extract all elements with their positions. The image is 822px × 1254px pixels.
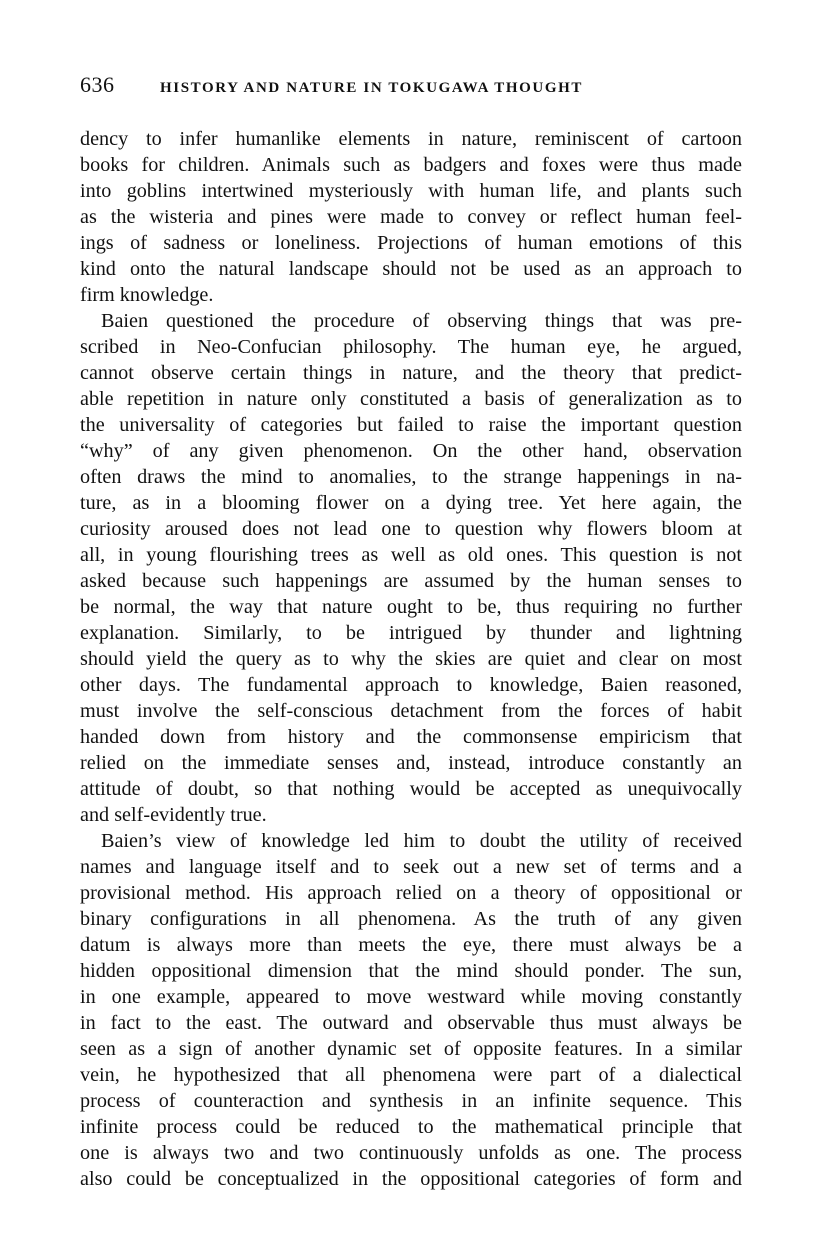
book-page (80, 72, 742, 1192)
text-line: dency to infer humanlike elements in nature, reminiscent of cartoon (80, 128, 742, 150)
text-line: as the wisteria and pines were made to convey or reflect human feel- (80, 206, 742, 228)
running-title: HISTORY AND NATURE IN TOKUGAWA THOUGHT (160, 80, 583, 96)
text-line: explanation. Similarly, to be intrigued by thunder and lightning (80, 622, 742, 644)
text-line: firm knowledge. (80, 284, 214, 306)
text-line: relied on the immediate senses and, instead, introduce constantly an (80, 752, 742, 774)
text-line: should yield the query as to why the skies are quiet and clear on most (80, 648, 742, 670)
paragraph (80, 126, 742, 308)
text-line: cannot observe certain things in nature, and the theory that predict- (80, 362, 742, 384)
text-line: be normal, the way that nature ought to be, thus requiring no further (80, 596, 742, 618)
text-line: attitude of doubt, so that nothing would be accepted as unequivocally (80, 778, 742, 800)
text-line: seen as a sign of another dynamic set of opposite features. In a similar (80, 1038, 742, 1060)
text-line: Baien’s view of knowledge led him to doubt the utility of received (101, 830, 742, 852)
text-line: process of counteraction and synthesis in an infinite sequence. This (80, 1090, 742, 1112)
text-line: also could be conceptualized in the oppositional categories of form and (80, 1168, 742, 1190)
text-line: must involve the self-conscious detachment from the forces of habit (80, 700, 742, 722)
text-line: curiosity aroused does not lead one to question why flowers bloom at (80, 518, 742, 540)
text-line: hidden oppositional dimension that the mind should ponder. The sun, (80, 960, 742, 982)
text-line: ings of sadness or loneliness. Projections of human emotions of this (80, 232, 742, 254)
text-line: “why” of any given phenomenon. On the other hand, observation (80, 440, 742, 462)
text-line: kind onto the natural landscape should not be used as an approach to (80, 258, 742, 280)
text-line: in fact to the east. The outward and observable thus must always be (80, 1012, 742, 1034)
text-line: Baien questioned the procedure of observing things that was pre- (101, 310, 742, 332)
text-line: vein, he hypothesized that all phenomena were part of a dialectical (80, 1064, 742, 1086)
text-line: infinite process could be reduced to the mathematical principle that (80, 1116, 742, 1138)
text-line: in one example, appeared to move westward while moving constantly (80, 986, 742, 1008)
text-line: other days. The fundamental approach to knowledge, Baien reasoned, (80, 674, 742, 696)
text-line: into goblins intertwined mysteriously with human life, and plants such (80, 180, 742, 202)
text-line: scribed in Neo-Confucian philosophy. The human eye, he argued, (80, 336, 742, 358)
text-line: often draws the mind to anomalies, to the strange happenings in na- (80, 466, 742, 488)
text-line: binary configurations in all phenomena. As the truth of any given (80, 908, 742, 930)
page-number: 636 (80, 72, 115, 97)
text-line: ture, as in a blooming flower on a dying tree. Yet here again, the (80, 492, 742, 514)
text-line: provisional method. His approach relied on a theory of oppositional or (80, 882, 742, 904)
text-line: names and language itself and to seek out a new set of terms and a (80, 856, 742, 878)
text-line: all, in young flourishing trees as well as old ones. This question is not (80, 544, 742, 566)
text-line: asked because such happenings are assumed by the human senses to (80, 570, 742, 592)
text-line: books for children. Animals such as badgers and foxes were thus made (80, 154, 742, 176)
text-line: able repetition in nature only constituted a basis of generalization as to (80, 388, 742, 410)
text-line: the universality of categories but failed to raise the important question (80, 414, 742, 436)
text-line: one is always two and two continuously unfolds as one. The process (80, 1142, 742, 1164)
text-line: datum is always more than meets the eye, there must always be a (80, 934, 742, 956)
text-line: handed down from history and the commonsense empiricism that (80, 726, 742, 748)
paragraph (80, 828, 742, 1192)
body-text (80, 126, 742, 1192)
text-line: and self-evidently true. (80, 804, 267, 826)
paragraph (80, 308, 742, 828)
running-head (80, 72, 742, 102)
